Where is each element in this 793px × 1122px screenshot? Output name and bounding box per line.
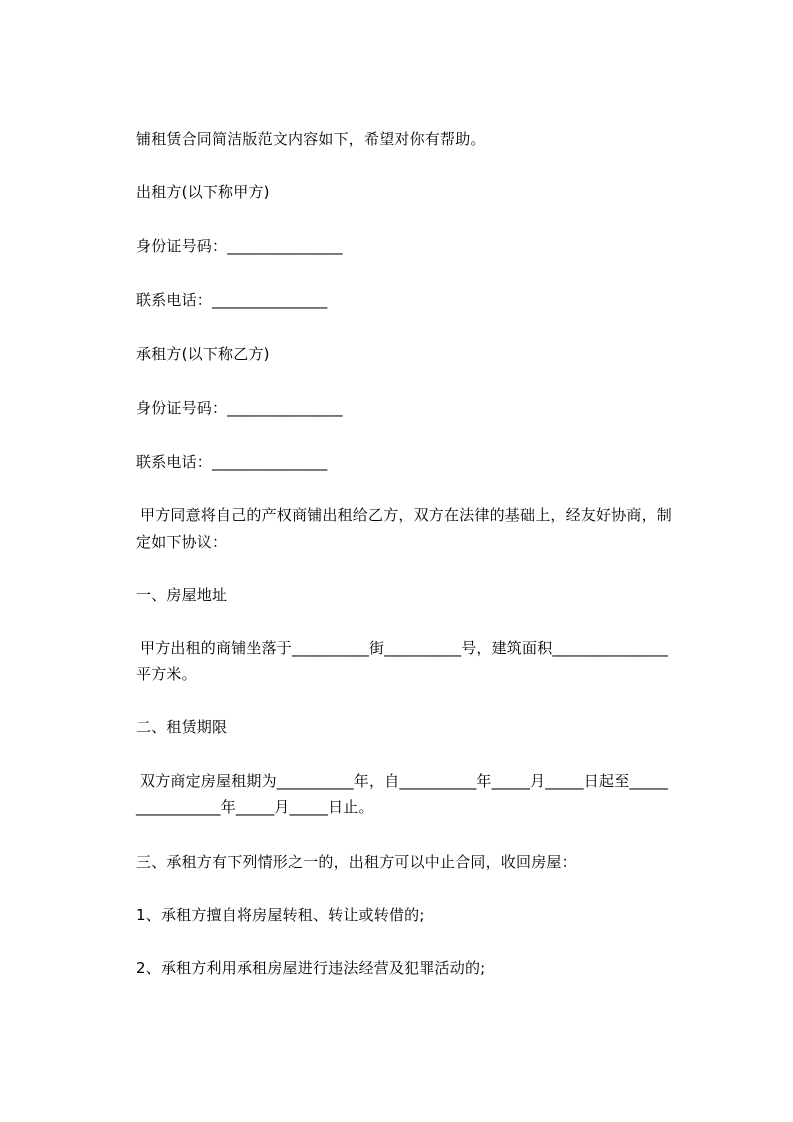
lessor-heading: 出租方(以下称甲方) [136,183,270,201]
section-1-line-1: 甲方出租的商铺坐落于__________街__________号，建筑面积_______________ [140,639,668,657]
lessee-phone-field: 联系电话：_______________ [136,453,328,471]
lessor-id-field: 身份证号码：_______________ [136,237,343,255]
section-3-title: 三、承租方有下列情形之一的，出租方可以中止合同，收回房屋： [136,853,577,871]
section-2-line-1: 双方商定房屋租期为__________年，自__________年_____月_____日起至_____ [140,772,668,790]
lessee-heading: 承租方(以下称乙方) [136,345,270,363]
section-2-title: 二、租赁期限 [136,718,228,736]
section-1-line-2: 平方米。 [136,665,197,683]
agreement-paragraph-line-1: 甲方同意将自己的产权商铺出租给乙方，双方在法律的基础上，经友好协商，制 [140,506,673,524]
intro-text: 铺租赁合同简洁版范文内容如下，希望对你有帮助。 [136,130,486,148]
lessee-id-field: 身份证号码：_______________ [136,399,343,417]
section-3-item-1: 1、承租方擅自将房屋转租、转让或转借的; [136,906,425,924]
lessor-phone-field: 联系电话：_______________ [136,291,328,309]
section-3-item-2: 2、承租方利用承租房屋进行违法经营及犯罪活动的; [136,959,486,977]
section-2-line-2: ___________年_____月_____日止。 [136,798,374,816]
agreement-paragraph-line-2: 定如下协议： [136,533,228,551]
section-1-title: 一、房屋地址 [136,586,228,604]
